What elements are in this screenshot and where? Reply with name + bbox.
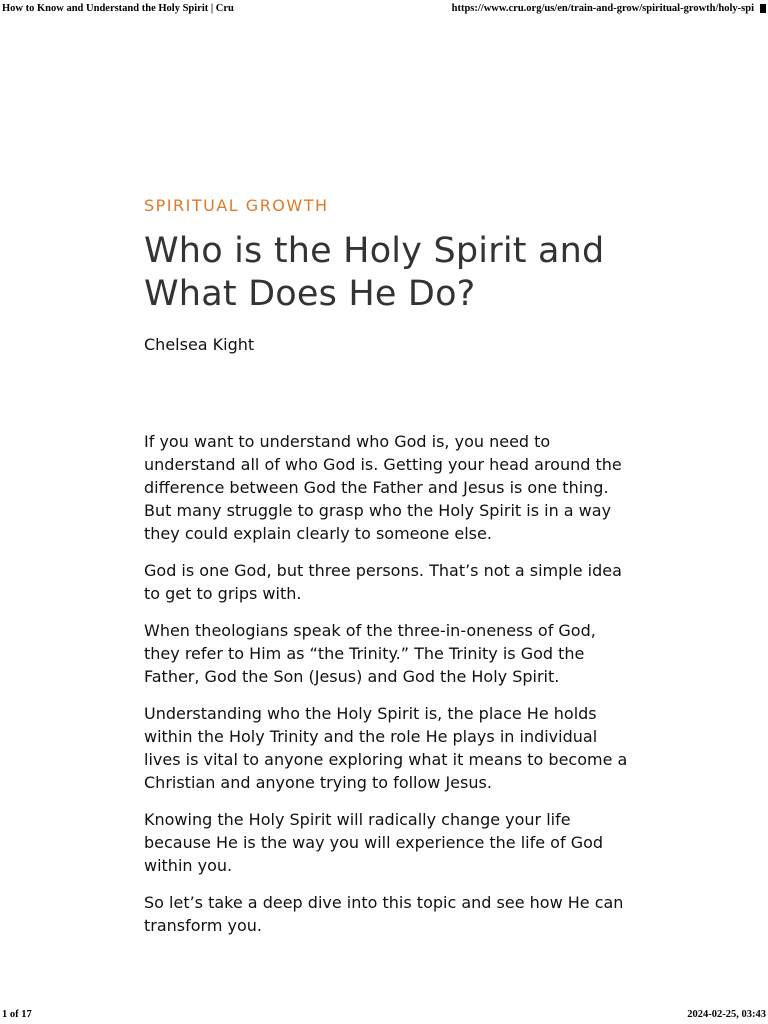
article-paragraph-4: Understanding who the Holy Spirit is, the place He holds within the Holy Trinity and the role He plays in individual lives is vital to anyone exploring what it means to become a Christian and anyone trying to follow Jesus. [144,704,628,792]
article-category[interactable]: SPIRITUAL GROWTH [144,196,329,215]
article-title: Who is the Holy Spirit and What Does He Do? [144,231,605,314]
print-header [0,0,768,18]
print-timestamp: 2024-02-25, 03:43 [687,1009,766,1020]
article [144,192,634,951]
print-header-url: https://www.cru.org/us/en/train-and-grow/spiritual-growth/holy-spi [451,3,754,14]
print-header-edge-mark [760,4,766,13]
article-paragraph-5: Knowing the Holy Spirit will radically change your life because He is the way you will experience the life of God within you. [144,810,604,875]
article-author[interactable]: Chelsea Kight [144,335,255,354]
article-paragraph-3: When theologians speak of the three-in-oneness of God, they refer to Him as “the Trinity.” The Trinity is God the Father, God the Son (Jesus) and God the Holy Spirit. [144,621,596,686]
article-paragraph-2: God is one God, but three persons. That’s not a simple idea to get to grips with. [144,561,622,603]
print-header-title: How to Know and Understand the Holy Spirit | Cru [2,3,234,14]
article-paragraph-6: So let’s take a deep dive into this topic and see how He can transform you. [144,893,624,935]
article-body [144,430,634,937]
page-indicator: 1 of 17 [2,1009,32,1020]
article-paragraph-1: If you want to understand who God is, you need to understand all of who God is. Getting your head around the difference between God the Father and Jesus is one thing. But many struggle to grasp who the Holy Spirit is in a way they could explain clearly to someone else. [144,432,622,543]
print-footer [0,1006,768,1024]
